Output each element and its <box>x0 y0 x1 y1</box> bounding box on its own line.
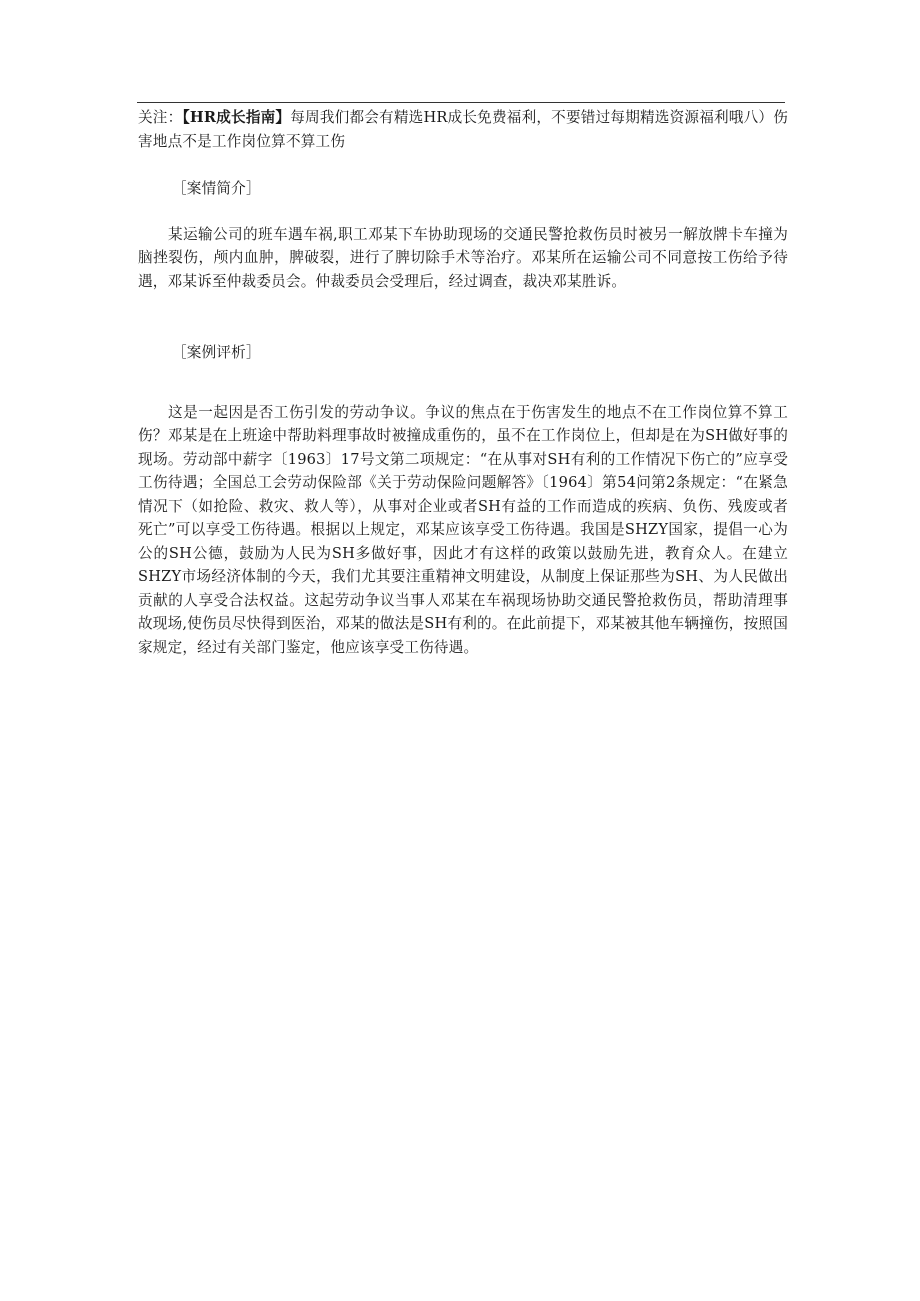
section-title-case-analysis: ［案例评析］ <box>172 344 261 361</box>
header-paragraph <box>138 106 788 153</box>
case-analysis-paragraph: 这是一起因是否工伤引发的劳动争议。争议的焦点在于伤害发生的地点不在工作岗位算不算工伤？邓某是在上班途中帮助料理事故时被撞成重伤的，虽不在工作岗位上，但却是在为SH做好事的现场。劳动部中薪字〔1963〕17号文第二项规定：“在从事对SH有利的工作情况下伤亡的”应享受工伤待遇；全国总工会劳动保险部《关于劳动保险问题解答》〔1964〕第54问第2条规定：“在紧急情况下（如抢险、救灾、救人等），从事对企业或者SH有益的工作而造成的疾病、负伤、残废或者死亡”可以享受工伤待遇。根据以上规定，邓某应该享受工伤待遇。我国是SHZY国家，提倡一心为公的SH公德，鼓励为人民为SH多做好事，因此才有这样的政策以鼓励先进，教育众人。在建立SHZY市场经济体制的今天，我们尤其要注重精神文明建设，从制度上保证那些为SH、为人民做出贡献的人享受合法权益。这起劳动争议当事人邓某在车祸现场协助交通民警抢救伤员，帮助清理事故现场,使伤员尽快得到医治，邓某的做法是SH有利的。在此前提下，邓某被其他车辆撞伤，按照国家规定，经过有关部门鉴定，他应该享受工伤待遇。 <box>138 403 788 656</box>
promo-text: 每周我们都会有精选HR成长免费福利，不要错过每期精选资源福利哦八） <box>290 109 774 126</box>
article-body <box>138 106 788 659</box>
section-title-case-intro: ［案情简介］ <box>172 180 261 197</box>
header-divider <box>137 102 785 103</box>
case-intro-paragraph: 某运输公司的班车遇车祸,职工邓某下车协助现场的交通民警抢救伤员时被另一解放牌卡车撞为脑挫裂伤，颅内血肿，脾破裂，进行了脾切除手术等治疗。邓某所在运输公司不同意按工伤给予待遇，邓某诉至仲裁委员会。仲裁委员会受理后，经过调查，裁决邓某胜诉。 <box>138 225 788 290</box>
hr-guide-link[interactable]: 【HR成长指南】 <box>182 109 291 126</box>
follow-label: 关注： <box>138 109 183 126</box>
article-title: 伤害地点不是工作岗位算不算工伤 <box>138 109 788 150</box>
